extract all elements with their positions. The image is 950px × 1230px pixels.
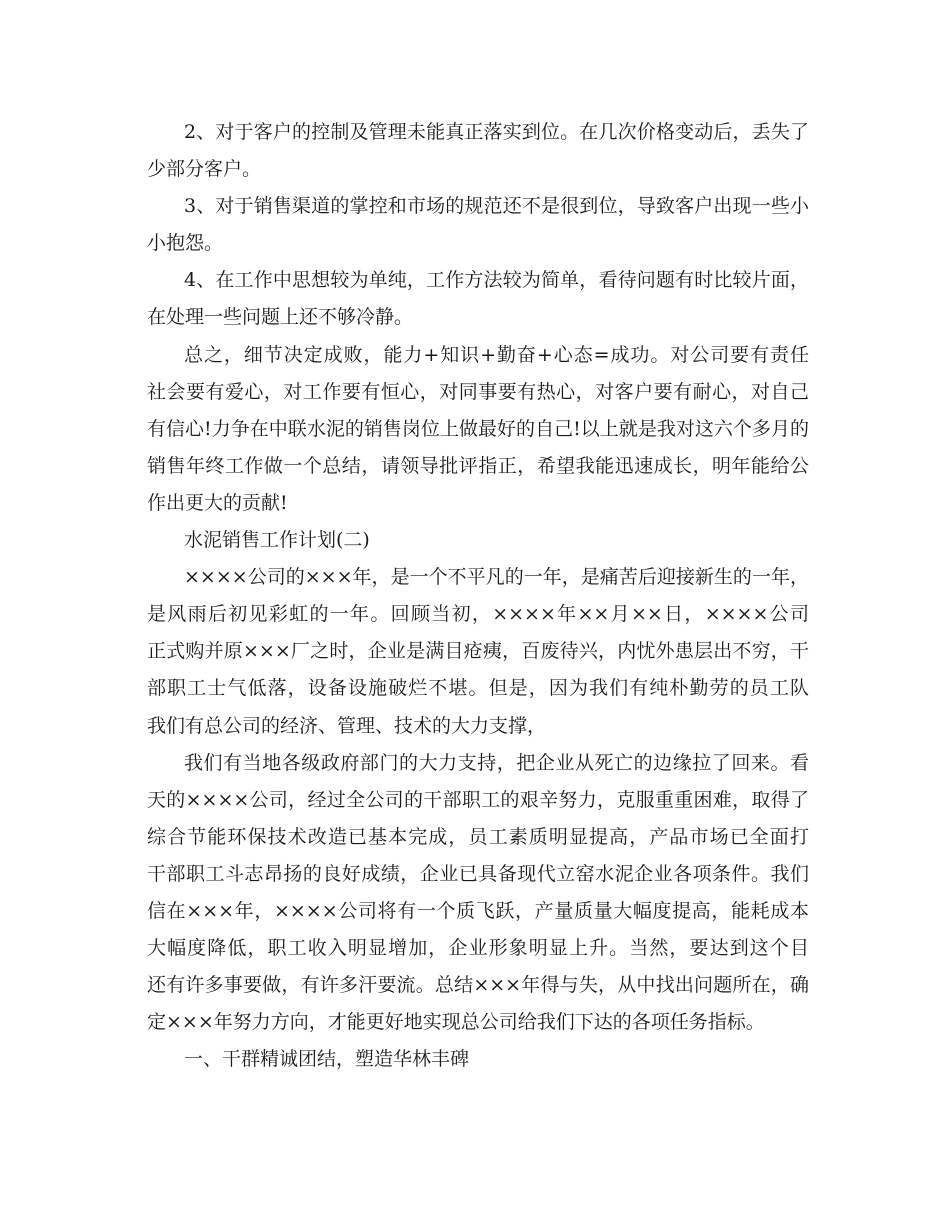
text-line: 我们有当地各级政府部门的大力支持，把企业从死亡的边缘拉了回来。看 [184, 751, 809, 774]
text-line: ××××公司的×××年，是一个不平凡的一年，是痛苦后迎接新生的一年， [184, 566, 809, 589]
text-line: 是风雨后初见彩虹的一年。回顾当初，××××年××月××日，××××公司 [147, 603, 809, 626]
text-line: 作出更大的贡献! [147, 491, 288, 514]
text-line: 水泥销售工作计划(二) [184, 529, 370, 552]
text-line: 少部分客户。 [147, 158, 262, 181]
text-line: 3、对于销售渠道的掌控和市场的规范还不是很到位，导致客户出现一些小 [184, 195, 809, 218]
text-line: 大幅度降低，职工收入明显增加，企业形象明显上升。当然，要达到这个目 [147, 937, 809, 960]
text-line: 天的××××公司，经过全公司的干部职工的艰辛努力，克服重重困难，取得了 [147, 788, 809, 811]
text-line: 2、对于客户的控制及管理未能真正落实到位。在几次价格变动后，丢失了 [184, 121, 809, 143]
text-line: 信在×××年，××××公司将有一个质飞跃，产量质量大幅度提高，能耗成本 [147, 899, 809, 922]
text-line: 定×××年努力方向，才能更好地实现总公司给我们下达的各项任务指标。 [147, 1011, 765, 1034]
text-line: 综合节能环保技术改造已基本完成，员工素质明显提高，产品市场已全面打 [147, 825, 809, 848]
text-line: 销售年终工作做一个总结，请领导批评指正，希望我能迅速成长，明年能给公 [147, 454, 809, 477]
text-line: 部职工士气低落，设备设施破烂不堪。但是，因为我们有纯朴勤劳的员工队 [147, 677, 809, 700]
text-line: 干部职工斗志昂扬的良好成绩，企业已具备现代立窑水泥企业各项条件。我们 [147, 862, 809, 885]
text-line: 还有许多事要做，有许多汗要流。总结×××年得与失，从中找出问题所在，确 [147, 974, 809, 997]
text-line: 在处理一些问题上还不够冷静。 [147, 306, 414, 329]
text-line: 我们有总公司的经济、管理、技术的大力支撑， [147, 714, 547, 737]
text-line: 一、干群精诚团结，塑造华林丰碑 [184, 1048, 470, 1071]
text-line: 小抱怨。 [147, 232, 224, 255]
text-line: 4、在工作中思想较为单纯，工作方法较为简单，看待问题有时比较片面， [184, 269, 809, 292]
text-line: 正式购并原×××厂之时，企业是满目疮痍，百废待兴，内忧外患层出不穷，干 [147, 640, 809, 663]
text-line: 总之，细节决定成败，能力+知识+勤奋+心态=成功。对公司要有责任 [184, 343, 809, 366]
text-line: 有信心!力争在中联水泥的销售岗位上做最好的自己!以上就是我对这六个多月的 [147, 417, 809, 440]
text-line: 社会要有爱心，对工作要有恒心，对同事要有热心，对客户要有耐心，对自己 [147, 380, 809, 403]
document-body [147, 114, 809, 1078]
